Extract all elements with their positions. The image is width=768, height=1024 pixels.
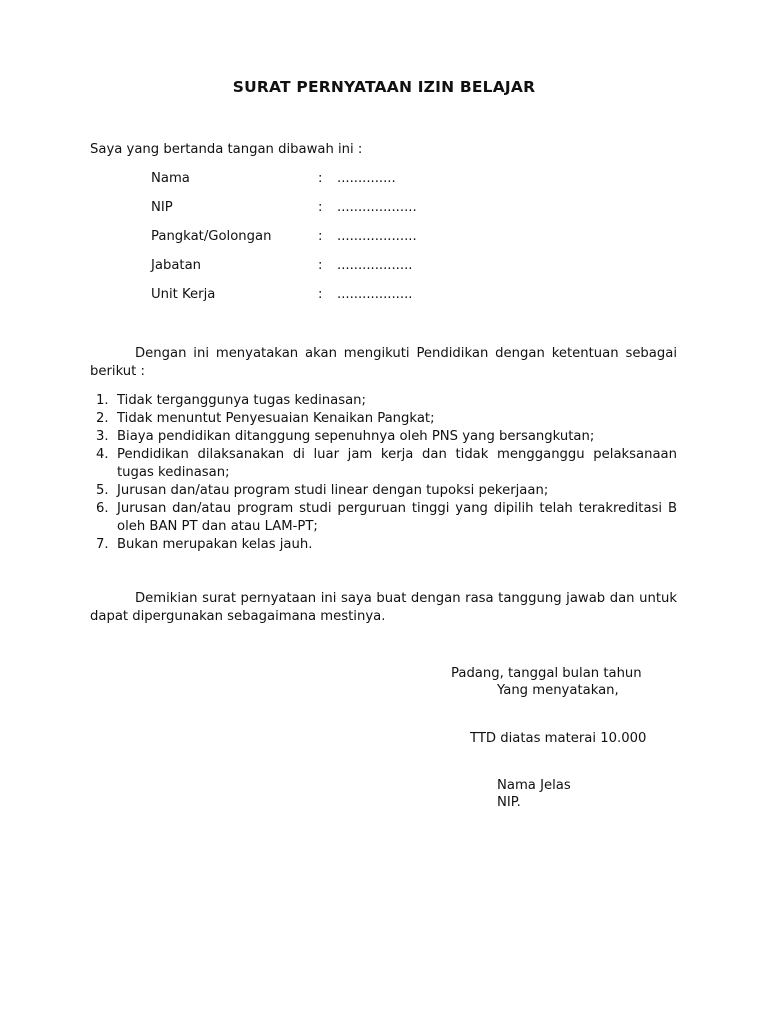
list-item-number-text: 5. xyxy=(96,483,109,498)
list-item xyxy=(90,500,677,536)
list-item-text: Tidak terganggunya tugas kedinasan; xyxy=(117,393,366,408)
list-item-number xyxy=(90,536,117,554)
field-label: Nama xyxy=(151,171,190,186)
field-colon: : xyxy=(318,171,323,186)
signature-statement: Yang menyatakan, xyxy=(497,683,619,698)
list-item-number-text: 2. xyxy=(96,411,109,426)
field-value: .................. xyxy=(337,287,413,302)
statement-paragraph xyxy=(90,345,677,381)
signature-stamp-note: TTD diatas materai 10.000 xyxy=(470,731,647,746)
conditions-list xyxy=(90,392,677,554)
field-colon: : xyxy=(318,229,323,244)
list-item-text: Jurusan dan/atau program studi perguruan tinggi yang dipilih telah terakreditasi B oleh BAN PT dan atau LAM-PT; xyxy=(117,501,677,534)
closing-paragraph-text: Demikian surat pernyataan ini saya buat dengan rasa tanggung jawab dan untuk dapat dipergunakan sebagaimana mestinya. xyxy=(90,591,677,624)
list-item xyxy=(90,446,677,482)
list-item xyxy=(90,392,677,410)
field-value: ................... xyxy=(337,229,417,244)
field-row-jabatan xyxy=(151,257,417,286)
list-item-number xyxy=(90,392,117,410)
field-colon: : xyxy=(318,287,323,302)
field-value: ................... xyxy=(337,200,417,215)
field-row-nip xyxy=(151,199,417,228)
list-item-number xyxy=(90,446,117,464)
signature-name: Nama Jelas xyxy=(497,778,571,793)
field-value: .................. xyxy=(337,258,413,273)
field-label: Pangkat/Golongan xyxy=(151,229,272,244)
field-label: NIP xyxy=(151,200,173,215)
document-title: SURAT PERNYATAAN IZIN BELAJAR xyxy=(232,78,536,96)
list-item xyxy=(90,536,677,554)
list-item-number xyxy=(90,482,117,500)
field-label: Unit Kerja xyxy=(151,287,216,302)
list-item-text: Biaya pendidikan ditanggung sepenuhnya oleh PNS yang bersangkutan; xyxy=(117,429,595,444)
field-label: Jabatan xyxy=(151,258,202,273)
list-item-number-text: 4. xyxy=(96,447,109,462)
list-item-text: Bukan merupakan kelas jauh. xyxy=(117,537,313,552)
identity-fields xyxy=(151,170,417,315)
field-row-unit-kerja xyxy=(151,286,417,315)
list-item-number-text: 6. xyxy=(96,501,109,516)
signature-place-date: Padang, tanggal bulan tahun xyxy=(451,666,642,681)
intro-text: Saya yang bertanda tangan dibawah ini : xyxy=(90,142,363,157)
list-item xyxy=(90,410,677,428)
list-item-number xyxy=(90,428,117,446)
field-row-pangkat xyxy=(151,228,417,257)
list-item-number xyxy=(90,410,117,428)
statement-paragraph-text: Dengan ini menyatakan akan mengikuti Pendidikan dengan ketentuan sebagai berikut : xyxy=(90,346,677,379)
list-item-number-text: 3. xyxy=(96,429,109,444)
list-item xyxy=(90,482,677,500)
field-value: .............. xyxy=(337,171,396,186)
closing-paragraph xyxy=(90,590,677,626)
list-item xyxy=(90,428,677,446)
signature-nip: NIP. xyxy=(497,795,521,810)
field-row-nama xyxy=(151,170,417,199)
list-item-number-text: 1. xyxy=(96,393,109,408)
list-item-text: Tidak menuntut Penyesuaian Kenaikan Pangkat; xyxy=(117,411,435,426)
list-item-number xyxy=(90,500,117,518)
field-colon: : xyxy=(318,258,323,273)
list-item-text: Jurusan dan/atau program studi linear dengan tupoksi pekerjaan; xyxy=(117,483,549,498)
list-item-text: Pendidikan dilaksanakan di luar jam kerja dan tidak mengganggu pelaksanaan tugas kedinasan; xyxy=(117,447,677,480)
list-item-number-text: 7. xyxy=(96,537,109,552)
field-colon: : xyxy=(318,200,323,215)
